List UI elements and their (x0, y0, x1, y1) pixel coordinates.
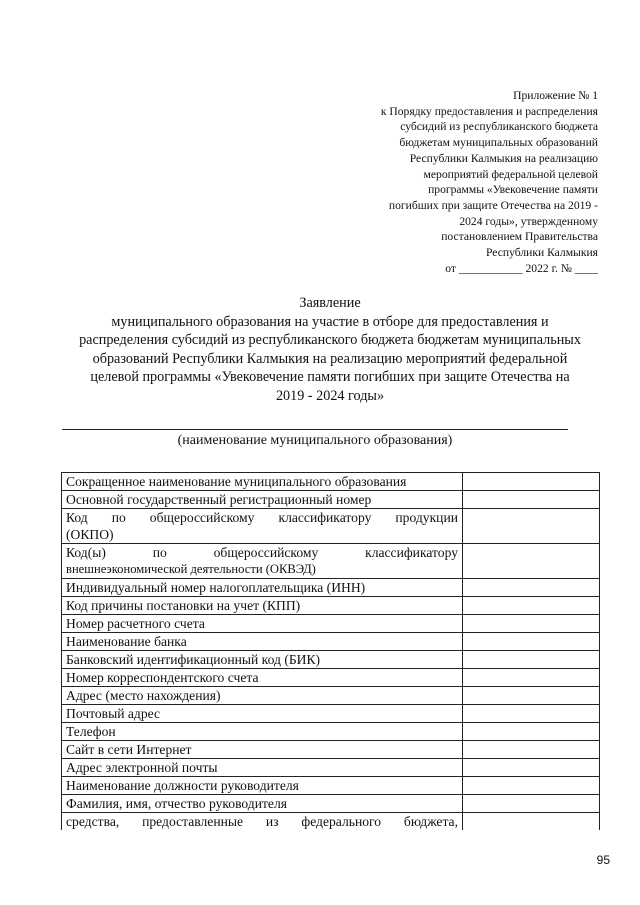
field-label-line: Код по общероссийскому классификатору продукции (66, 510, 458, 525)
table-row (62, 723, 600, 741)
table-row (62, 633, 600, 651)
field-value-cell (463, 579, 600, 597)
appendix-line: 2024 годы», утвержденному (459, 214, 598, 228)
field-label: Банковский идентификационный код (БИК) (62, 651, 463, 669)
field-label (62, 509, 463, 544)
field-label-line: (ОКПО) (66, 527, 114, 542)
field-value-cell (463, 651, 600, 669)
appendix-line: Республики Калмыкия на реализацию (409, 151, 598, 165)
municipality-name-caption: (наименование муниципального образования) (177, 433, 453, 448)
field-label-line: Код(ы) по общероссийскому классификатору (66, 545, 458, 560)
field-label-line: внешнеэкономической деятельности (ОКВЭД) (66, 562, 316, 576)
field-label: Основной государственный регистрационный номер (62, 491, 463, 509)
field-value-cell (463, 669, 600, 687)
title-line: 2019 - 2024 годы» (275, 387, 385, 404)
municipality-name-blank (62, 429, 568, 430)
field-value-cell (463, 705, 600, 723)
table-row (62, 777, 600, 795)
table-row (62, 579, 600, 597)
table-row (62, 509, 600, 544)
appendix-line: погибших при защите Отечества на 2019 - (388, 198, 598, 212)
field-label: Индивидуальный номер налогоплательщика (ИНН) (62, 579, 463, 597)
field-label: Сокращенное наименование муниципального образования (62, 473, 463, 491)
field-value-cell (463, 615, 600, 633)
field-label: Номер расчетного счета (62, 615, 463, 633)
field-value-cell (463, 473, 600, 491)
field-value-cell (463, 687, 600, 705)
field-label: Наименование должности руководителя (62, 777, 463, 795)
appendix-line: к Порядку предоставления и распределения (380, 104, 598, 118)
page-number: 95 (596, 853, 610, 867)
field-label: Телефон (62, 723, 463, 741)
field-label: Фамилия, имя, отчество руководителя (62, 795, 463, 813)
appendix-date-line: от ___________ 2022 г. № ____ (445, 261, 598, 275)
table-row (62, 544, 600, 579)
field-value-cell (463, 777, 600, 795)
table-row (62, 491, 600, 509)
field-label: Номер корреспондентского счета (62, 669, 463, 687)
appendix-line: Республики Калмыкия (486, 246, 598, 260)
field-value-cell (463, 741, 600, 759)
title-heading: Заявление (299, 295, 361, 311)
title-line: распределения субсидий из республиканского бюджета бюджетам муниципальных (79, 332, 581, 349)
field-label: Адрес (место нахождения) (62, 687, 463, 705)
field-label: Код причины постановки на учет (КПП) (62, 597, 463, 615)
document-title (50, 294, 610, 406)
appendix-line: мероприятий федеральной целевой (423, 167, 598, 181)
field-value-cell (463, 795, 600, 813)
appendix-line: бюджетам муниципальных образований (399, 136, 598, 150)
appendix-header (330, 88, 598, 276)
table-row (62, 687, 600, 705)
field-label: Сайт в сети Интернет (62, 741, 463, 759)
table-row (62, 473, 600, 491)
table-row (62, 741, 600, 759)
field-label: Адрес электронной почты (62, 759, 463, 777)
field-value-cell (463, 597, 600, 615)
table-row (62, 705, 600, 723)
title-line: образований Республики Калмыкия на реализацию мероприятий федеральной (92, 350, 568, 367)
table-row (62, 651, 600, 669)
appendix-line: постановлением Правительства (441, 230, 598, 244)
field-value-cell (463, 759, 600, 777)
field-label (62, 544, 463, 579)
table-row (62, 597, 600, 615)
appendix-line: программы «Увековечение памяти (428, 183, 598, 197)
field-label: Почтовый адрес (62, 705, 463, 723)
table-row (62, 759, 600, 777)
table-row (62, 669, 600, 687)
title-line: муниципального образования на участие в отборе для предоставления и (111, 313, 549, 330)
table-row (62, 795, 600, 813)
table-row (62, 615, 600, 633)
field-value-cell (463, 813, 600, 831)
field-value-cell (463, 723, 600, 741)
appendix-line: субсидий из республиканского бюджета (400, 120, 598, 134)
field-value-cell (463, 544, 600, 579)
application-fields-table (61, 472, 600, 830)
field-label: средства, предоставленные из федерального бюджета, (62, 813, 463, 831)
appendix-line: Приложение № 1 (513, 89, 598, 102)
field-label: Наименование банка (62, 633, 463, 651)
field-value-cell (463, 491, 600, 509)
table-row (62, 813, 600, 831)
title-line: целевой программы «Увековечение памяти погибших при защите Отечества на (90, 369, 570, 386)
field-value-cell (463, 633, 600, 651)
field-value-cell (463, 509, 600, 544)
